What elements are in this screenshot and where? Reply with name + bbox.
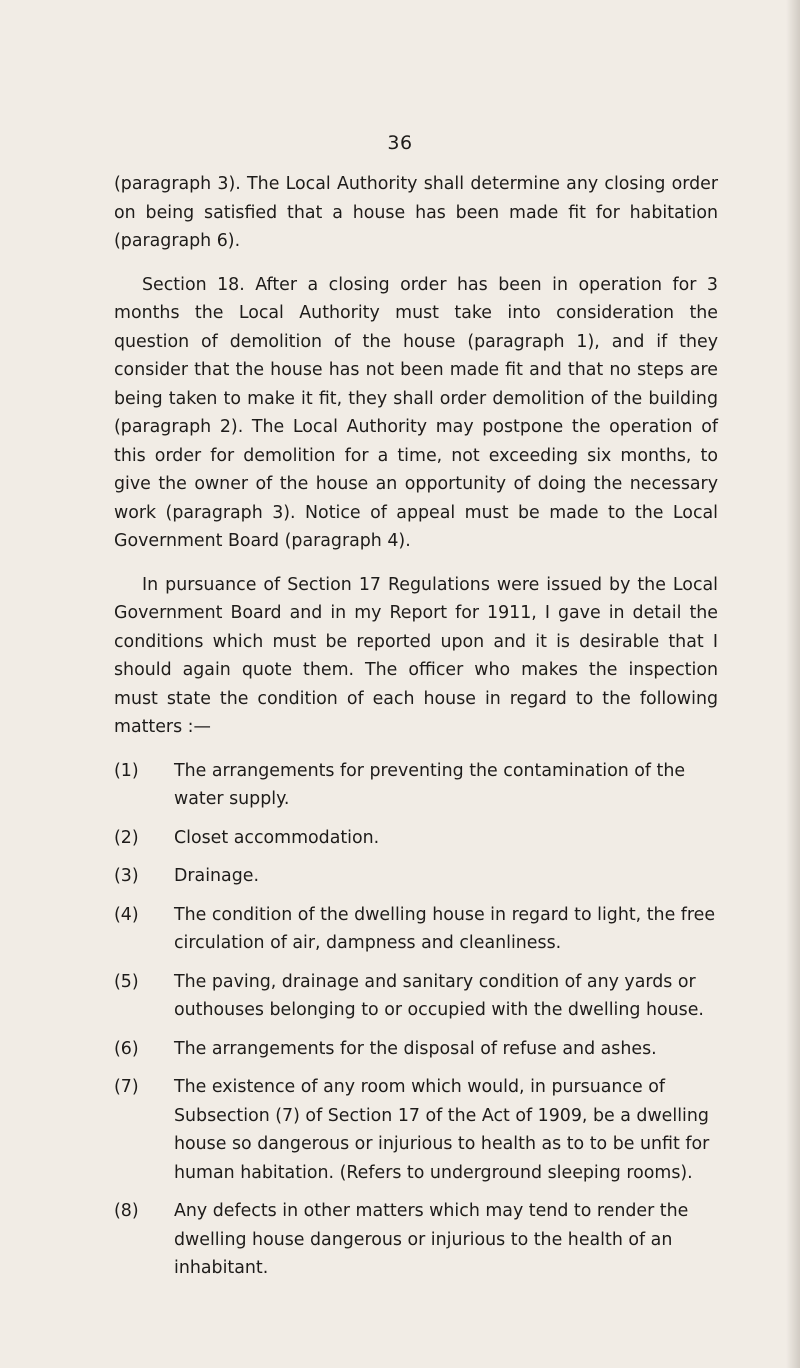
list-item — [114, 1035, 718, 1064]
list-item — [114, 757, 718, 814]
list-item-number: (4) — [114, 904, 139, 925]
paragraph-closing-order-determination: (paragraph 3). The Local Authority shall determine any closing order on being satisfied that a house has been made fit for habitation (paragraph 6). — [114, 174, 718, 251]
list-item-text: Drainage. — [174, 866, 259, 886]
list-item — [114, 968, 718, 1025]
list-item-number: (3) — [114, 866, 139, 886]
list-item-text: The paving, drainage and sanitary condition of any yards or outhouses belonging to or occupied with the dwelling house. — [174, 971, 704, 1020]
paragraph-section-18: Section 18. After a closing order has been in operation for 3 months the Local Authority must take into consideration the question of demolition of the house (paragraph 1), and if they consider that the house has not been made fit and that no steps are being taken to make it fit, they shall order demolition of the building (paragraph 2). The Local Authority may postpone the operation of this order for demolition for a time, not exceeding six months, to give the owner of the house an opportunity of doing the necessary work (paragraph 3). Notice of appeal must be made to the Local Government Board (paragraph 4). — [114, 274, 718, 551]
list-item-number: (5) — [114, 971, 139, 992]
list-item-text: Any defects in other matters which may tend to render the dwelling house dangerous or injurious to the health of an inhabitant. — [174, 1201, 689, 1278]
list-item-text: The arrangements for preventing the contamination of the water supply. — [174, 760, 686, 809]
list-item — [114, 1073, 718, 1187]
list-item-text: The condition of the dwelling house in regard to light, the free circulation of air, dampness and cleanliness. — [174, 904, 716, 953]
list-item-number: (2) — [114, 827, 139, 848]
list-item — [114, 901, 718, 958]
list-item-number: (8) — [114, 1201, 139, 1221]
page-body — [114, 170, 718, 1293]
list-item-text: The existence of any room which would, in pursuance of Subsection (7) of Section 17 of the Act of 1909, be a dwelling house so dangerous or injurious to health as to to be unfit for human habitation. (Refers to underground sleeping rooms). — [174, 1077, 710, 1183]
list-item-number: (7) — [114, 1077, 139, 1097]
page-edge-shadow — [786, 0, 800, 1368]
list-item-text: The arrangements for the disposal of refuse and ashes. — [174, 1038, 657, 1059]
paragraph-regulations: In pursuance of Section 17 Regulations were issued by the Local Government Board and in my Report for 1911, I gave in detail the conditions which must be reported upon and it is desirable that I should again quote them. The officer who makes the inspection must state the condition of each house in regard to the following matters :— — [114, 574, 718, 737]
list-item — [114, 862, 718, 891]
list-item — [114, 824, 718, 853]
page-number: 36 — [387, 132, 413, 154]
list-item — [114, 1197, 718, 1283]
list-item-number: (6) — [114, 1038, 139, 1059]
list-item-number: (1) — [114, 760, 139, 781]
list-item-text: Closet accommodation. — [174, 827, 380, 848]
